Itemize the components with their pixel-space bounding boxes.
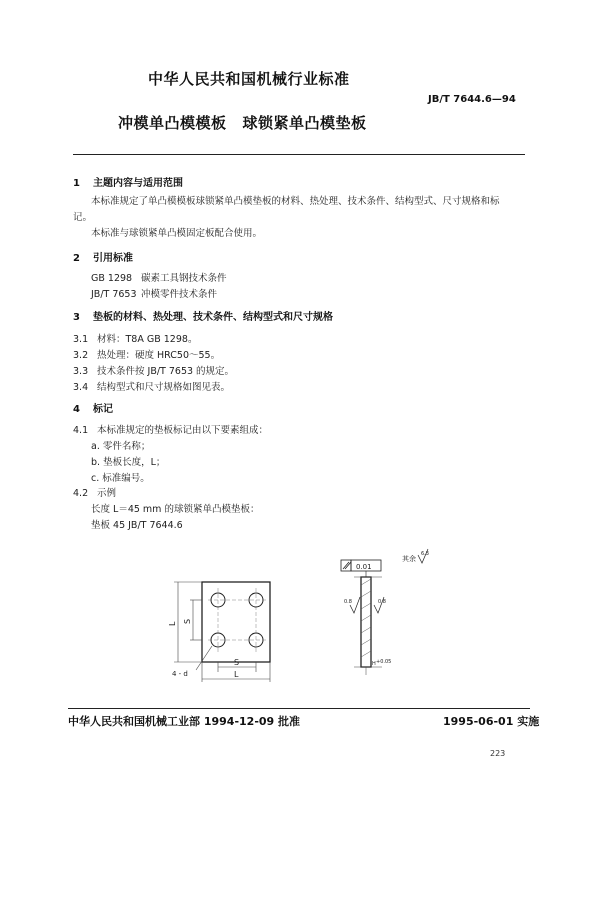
- clause-text: 技术条件按 JB/T 7653 的规定。: [97, 366, 235, 377]
- reference-code: JB/T 7653: [91, 289, 137, 300]
- clause-number: 3.3: [73, 366, 89, 377]
- leader-line: [196, 646, 212, 670]
- section-3-title: 垫板的材料、热处理、技术条件、结构型式和尺寸规格: [93, 312, 333, 323]
- thickness-tolerance: +0.05: [376, 659, 392, 665]
- clause-item: [73, 379, 230, 393]
- roughness-label: 0.8: [378, 599, 386, 605]
- section-1-number: 1: [73, 178, 80, 189]
- clause-text: 示例: [97, 488, 117, 499]
- section-4-number: 4: [73, 404, 80, 415]
- section-2-number: 2: [73, 253, 80, 264]
- footer-divider: [68, 708, 530, 709]
- tolerance-value: 0.01: [356, 563, 372, 571]
- clause-item: [73, 485, 116, 499]
- center-lines: [208, 588, 266, 652]
- clause-item: [73, 331, 197, 345]
- section-hatching: [361, 579, 371, 657]
- label-S-vertical: S: [183, 618, 192, 624]
- label-holes: 4 - d: [172, 670, 188, 678]
- reference-code: GB 1298: [91, 273, 133, 284]
- title-part-1: 冲模单凸模模板: [118, 114, 227, 132]
- label-S-horizontal: S: [234, 658, 240, 667]
- thickness-label: H: [372, 661, 376, 667]
- reference-name: 碳素工具钢技术条件: [141, 273, 227, 284]
- issuing-organization: 中华人民共和国机械行业标准: [148, 70, 350, 88]
- standard-code: JB/T 7644.6—94: [428, 94, 516, 105]
- label-L-horizontal: L: [234, 670, 239, 679]
- clause-number: 3.2: [73, 350, 89, 361]
- clause-text: 结构型式和尺寸规格如图见表。: [97, 382, 231, 393]
- section-3-heading: [73, 308, 333, 323]
- page-number: 223: [490, 749, 506, 758]
- clause-number: 3.1: [73, 334, 89, 345]
- implementation-date: 1995-06-01 实施: [443, 715, 540, 728]
- marking-element-c: c. 标准编号。: [91, 473, 150, 484]
- example-marking: 垫板 45 JB/T 7644.6: [91, 520, 183, 531]
- reference-item: [91, 270, 227, 284]
- section-1-para-1: 本标准规定了单凸模模板球锁紧单凸模垫板的材料、热处理、技术条件、结构型式、尺寸规格和标: [91, 196, 500, 207]
- title-part-2: 球锁紧单凸模垫板: [242, 114, 367, 132]
- roughness-label: 0.8: [344, 599, 352, 605]
- section-1-title: 主题内容与适用范围: [93, 178, 183, 189]
- section-2-title: 引用标准: [93, 253, 133, 264]
- marking-element-a: a. 零件名称；: [91, 441, 151, 452]
- section-1-para-2: 本标准与球锁紧单凸模固定板配合使用。: [91, 228, 263, 239]
- plan-view-drawing: [160, 570, 300, 690]
- plate-section-outline: [361, 577, 371, 667]
- marking-element-b: b. 垫板长度，L；: [91, 457, 166, 468]
- section-1-heading: [73, 174, 183, 189]
- remaining-surface-label: 其余: [402, 555, 416, 563]
- roughness-label: 6.3: [421, 551, 429, 557]
- clause-number: 4.2: [73, 488, 89, 499]
- clause-item: [73, 347, 220, 361]
- example-description: 长度 L＝45 mm 的球锁紧单凸模垫板：: [91, 504, 260, 515]
- document-title: [118, 112, 367, 133]
- header-divider: [73, 154, 525, 155]
- clause-number: 4.1: [73, 425, 89, 436]
- section-4-heading: [73, 400, 113, 415]
- clause-text: 本标准规定的垫板标记由以下要素组成：: [97, 425, 269, 436]
- section-2-heading: [73, 249, 133, 264]
- approval-info: 中华人民共和国机械工业部 1994-12-09 批准: [68, 715, 301, 728]
- clause-text: 材料：T8A GB 1298。: [97, 334, 198, 345]
- reference-name: 冲模零件技术条件: [141, 289, 218, 300]
- clause-item: [73, 363, 234, 377]
- clause-item: [73, 422, 268, 436]
- section-1-para-1-cont: 记。: [73, 212, 93, 223]
- section-3-number: 3: [73, 312, 80, 323]
- clause-number: 3.4: [73, 382, 89, 393]
- section-4-title: 标记: [93, 404, 113, 415]
- clause-text: 热处理：硬度 HRC50～55。: [97, 350, 221, 361]
- section-view-drawing: [330, 545, 440, 680]
- reference-item: [91, 286, 217, 300]
- label-L-vertical: L: [168, 621, 177, 626]
